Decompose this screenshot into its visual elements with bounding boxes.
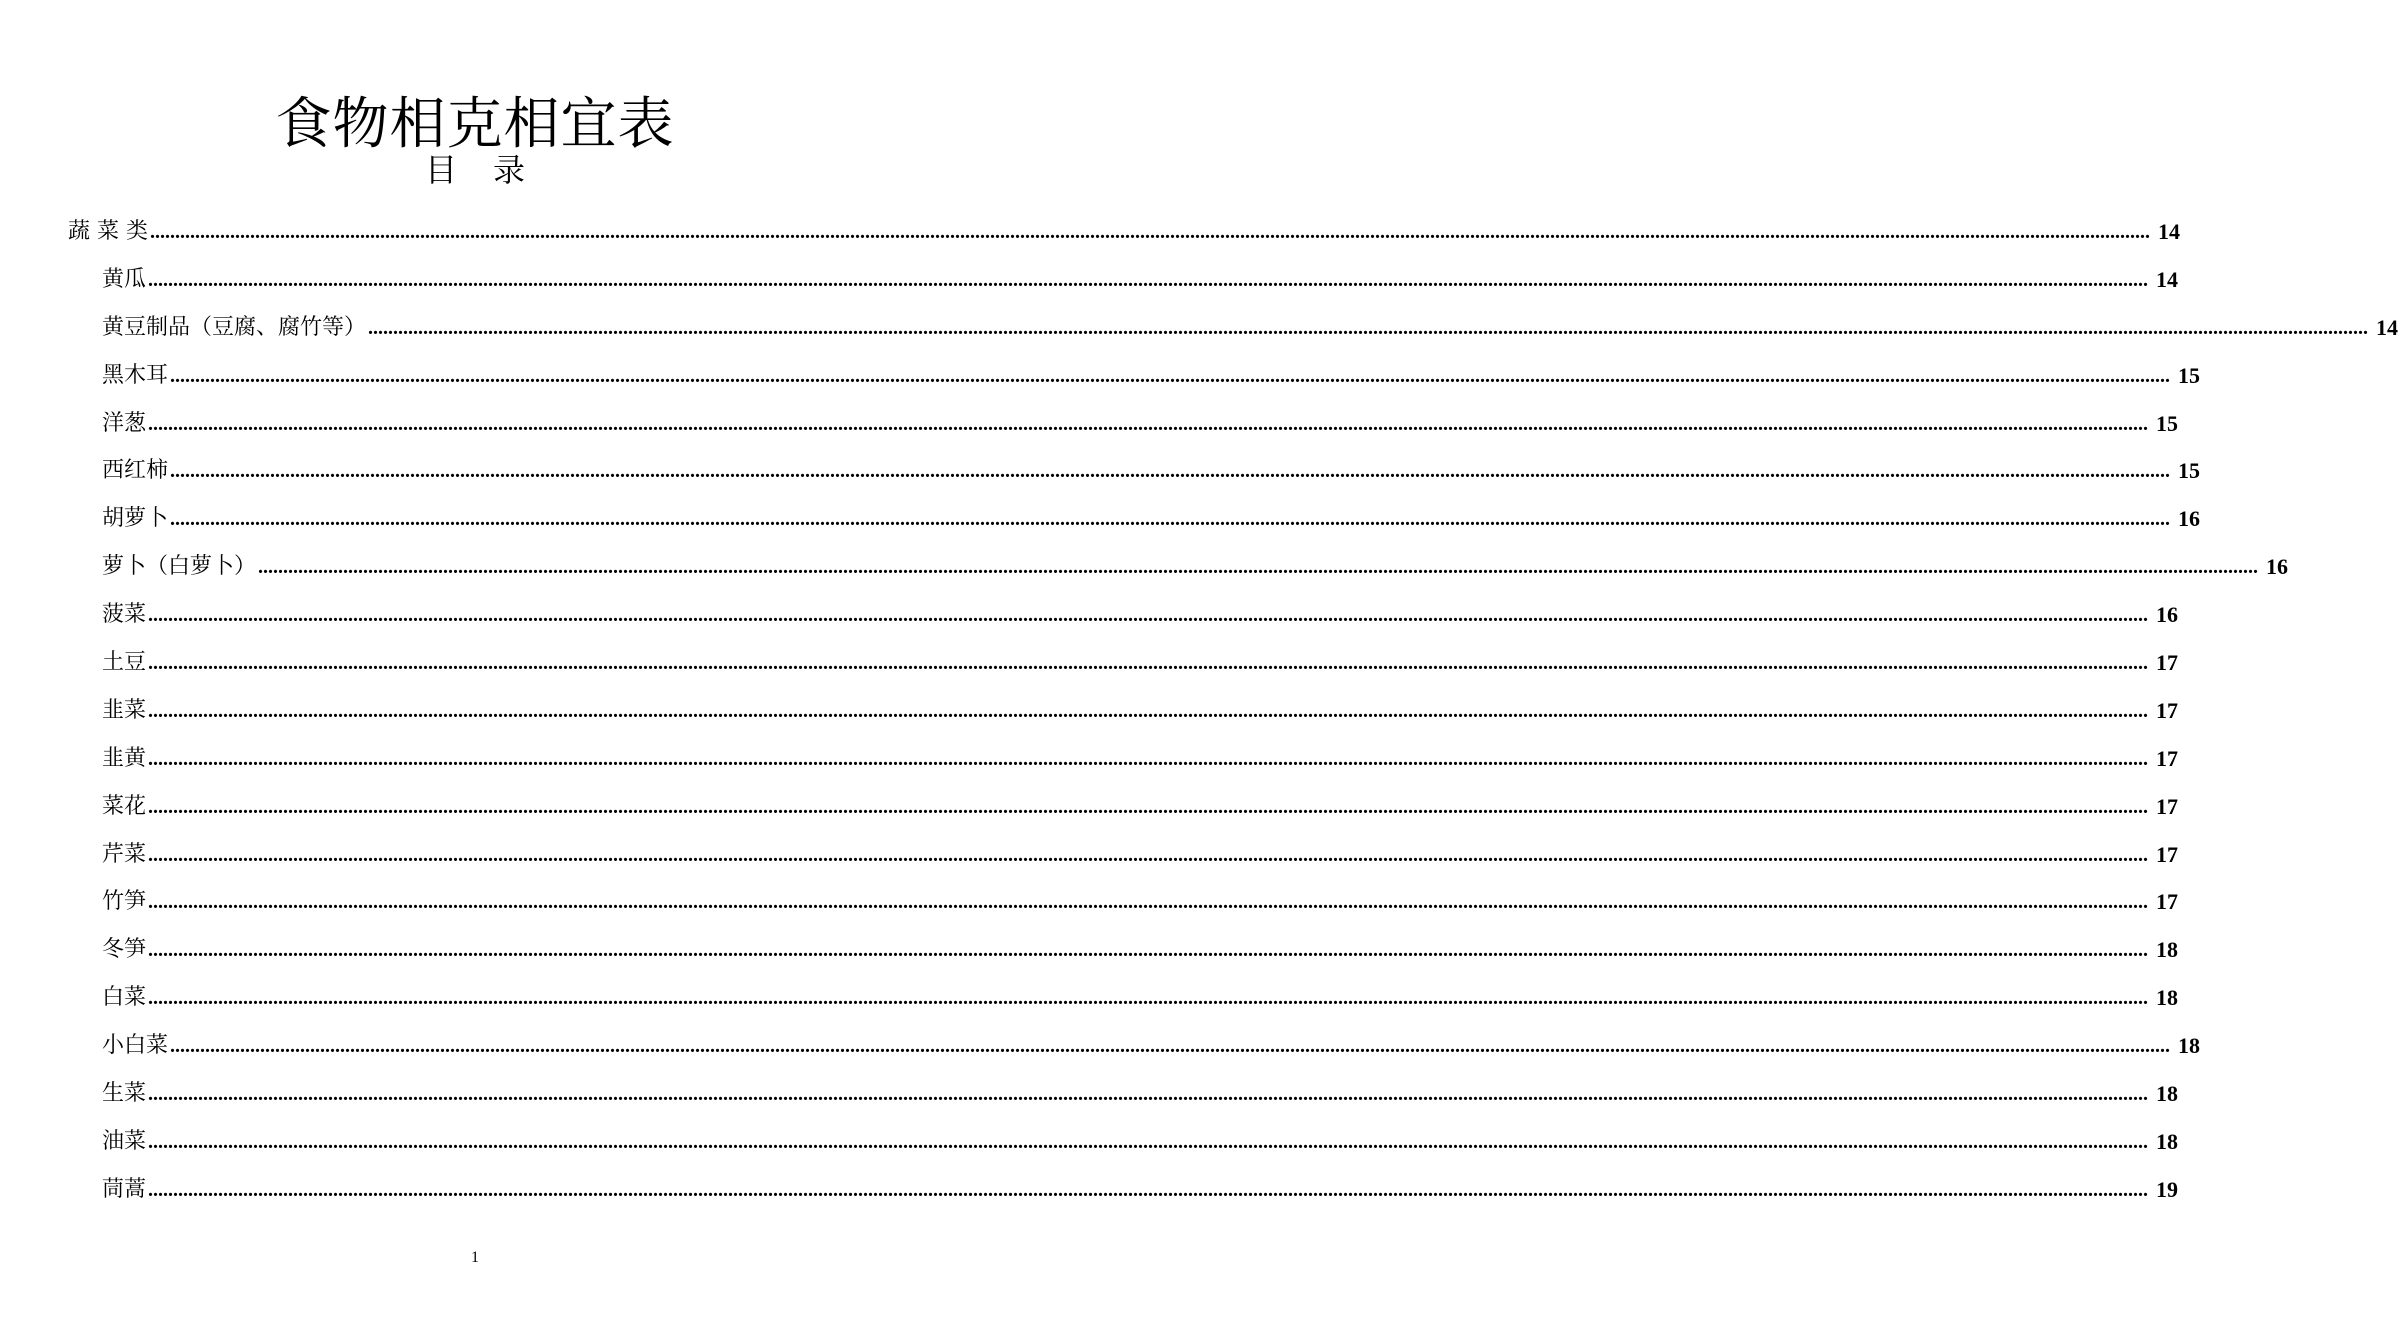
toc-dot-leader: ................................................................................................................................................................................................................................................................................................................................................................................................................ <box>170 364 2171 387</box>
toc-entry-page: 18 <box>2178 1033 2201 1059</box>
toc-entry-page: 17 <box>2156 745 2179 771</box>
toc-entry[interactable] <box>0 495 2201 543</box>
toc-entry[interactable] <box>0 543 2289 591</box>
toc-entry-page: 18 <box>2156 937 2179 963</box>
toc-dot-leader: ................................................................................................................................................................................................................................................................................................................................................................................................................ <box>170 460 2171 483</box>
toc-entry-label: 小白菜 <box>102 1033 169 1059</box>
toc-entry-page: 18 <box>2156 985 2179 1011</box>
toc-entry-label: 生菜 <box>102 1080 147 1106</box>
toc-entry[interactable] <box>0 1166 2179 1214</box>
toc-entry-label: 韭菜 <box>102 697 147 723</box>
toc-entry[interactable] <box>0 783 2179 831</box>
toc-entry-page: 14 <box>2158 218 2180 244</box>
toc-dot-leader: ................................................................................................................................................................................................................................................................................................................................................................................................................ <box>148 843 2149 866</box>
toc-entry-label: 白菜 <box>102 985 147 1011</box>
toc-entry-page: 16 <box>2266 554 2289 580</box>
toc-entry[interactable] <box>0 639 2179 687</box>
toc-entry-label: 黄瓜 <box>102 266 147 292</box>
toc-dot-leader: ................................................................................................................................................................................................................................................................................................................................................................................................................ <box>258 556 2259 579</box>
toc-entry-label: 韭黄 <box>102 745 147 771</box>
toc-entry-label: 胡萝卜 <box>102 506 169 532</box>
toc-heading: 目录 <box>424 151 561 189</box>
toc-entry-page: 18 <box>2156 1128 2179 1154</box>
toc-entry[interactable] <box>0 974 2179 1022</box>
toc-entry-label: 竹笋 <box>102 889 147 915</box>
toc-dot-leader: ................................................................................................................................................................................................................................................................................................................................................................................................................ <box>148 604 2149 627</box>
toc-entry-label: 芹菜 <box>102 841 147 867</box>
toc-entry-label: 菜花 <box>102 793 147 819</box>
toc-entry-label: 黑木耳 <box>102 362 169 388</box>
toc-dot-leader: ................................................................................................................................................................................................................................................................................................................................................................................................................ <box>148 268 2149 291</box>
toc-entry-page: 17 <box>2156 889 2179 915</box>
toc-entry-label: 洋葱 <box>102 410 147 436</box>
toc-dot-leader: ................................................................................................................................................................................................................................................................................................................................................................................................................ <box>148 795 2149 818</box>
toc-entry-label: 冬笋 <box>102 937 147 963</box>
toc-entry[interactable] <box>0 878 2179 926</box>
toc-entry-label: 土豆 <box>102 649 147 675</box>
toc-entry-page: 15 <box>2178 458 2201 484</box>
toc-dot-leader: ................................................................................................................................................................................................................................................................................................................................................................................................................ <box>150 220 2150 243</box>
toc-entry-page: 17 <box>2156 697 2179 723</box>
toc-section-entry[interactable] <box>0 208 2180 256</box>
toc-entry-label: 萝卜（白萝卜） <box>102 554 257 580</box>
toc-entry-label: 油菜 <box>102 1128 147 1154</box>
toc-entry[interactable] <box>0 926 2179 974</box>
toc-dot-leader: ................................................................................................................................................................................................................................................................................................................................................................................................................ <box>170 1035 2171 1058</box>
toc-entry-label: 蔬 菜 类 <box>68 218 148 244</box>
toc-entry-page: 17 <box>2156 793 2179 819</box>
toc-entry-label: 西红柿 <box>102 458 169 484</box>
toc-entry[interactable] <box>0 735 2179 783</box>
toc-entry-page: 15 <box>2178 362 2201 388</box>
toc-dot-leader: ................................................................................................................................................................................................................................................................................................................................................................................................................ <box>148 1178 2149 1201</box>
toc-dot-leader: ................................................................................................................................................................................................................................................................................................................................................................................................................ <box>148 939 2149 962</box>
toc-entry[interactable] <box>0 831 2179 879</box>
toc-entry-page: 17 <box>2156 649 2179 675</box>
document-title: 食物相克相宜表 <box>275 91 675 157</box>
table-of-contents <box>0 208 2398 1214</box>
toc-entry-page: 17 <box>2156 841 2179 867</box>
toc-entry-label: 黄豆制品（豆腐、腐竹等） <box>102 314 367 340</box>
toc-dot-leader: ................................................................................................................................................................................................................................................................................................................................................................................................................ <box>148 699 2149 722</box>
toc-dot-leader: ................................................................................................................................................................................................................................................................................................................................................................................................................ <box>148 412 2149 435</box>
toc-entry[interactable] <box>0 256 2179 304</box>
toc-entry[interactable] <box>0 687 2179 735</box>
toc-entry[interactable] <box>0 1070 2179 1118</box>
toc-entry[interactable] <box>0 1118 2179 1166</box>
toc-dot-leader: ................................................................................................................................................................................................................................................................................................................................................................................................................ <box>148 1082 2149 1105</box>
toc-dot-leader: ................................................................................................................................................................................................................................................................................................................................................................................................................ <box>148 747 2149 770</box>
page-number: 1 <box>471 1249 479 1266</box>
toc-entry-label: 茼蒿 <box>102 1176 147 1202</box>
toc-entry[interactable] <box>0 1022 2201 1070</box>
toc-entry-label: 菠菜 <box>102 602 147 628</box>
toc-dot-leader: ................................................................................................................................................................................................................................................................................................................................................................................................................ <box>170 508 2171 531</box>
toc-entry-page: 18 <box>2156 1080 2179 1106</box>
toc-entry-page: 19 <box>2156 1176 2179 1202</box>
toc-dot-leader: ................................................................................................................................................................................................................................................................................................................................................................................................................ <box>148 891 2149 914</box>
toc-dot-leader: ................................................................................................................................................................................................................................................................................................................................................................................................................ <box>368 316 2369 339</box>
toc-entry[interactable] <box>0 447 2201 495</box>
toc-entry[interactable] <box>0 352 2201 400</box>
toc-entry-page: 16 <box>2178 506 2201 532</box>
toc-entry-page: 16 <box>2156 602 2179 628</box>
toc-entry-page: 15 <box>2156 410 2179 436</box>
toc-entry[interactable] <box>0 591 2179 639</box>
toc-entry[interactable] <box>0 304 2398 352</box>
toc-dot-leader: ................................................................................................................................................................................................................................................................................................................................................................................................................ <box>148 1130 2149 1153</box>
toc-dot-leader: ................................................................................................................................................................................................................................................................................................................................................................................................................ <box>148 651 2149 674</box>
toc-entry[interactable] <box>0 400 2179 448</box>
toc-entry-page: 14 <box>2376 314 2398 340</box>
toc-entry-page: 14 <box>2156 266 2179 292</box>
toc-dot-leader: ................................................................................................................................................................................................................................................................................................................................................................................................................ <box>148 987 2149 1010</box>
